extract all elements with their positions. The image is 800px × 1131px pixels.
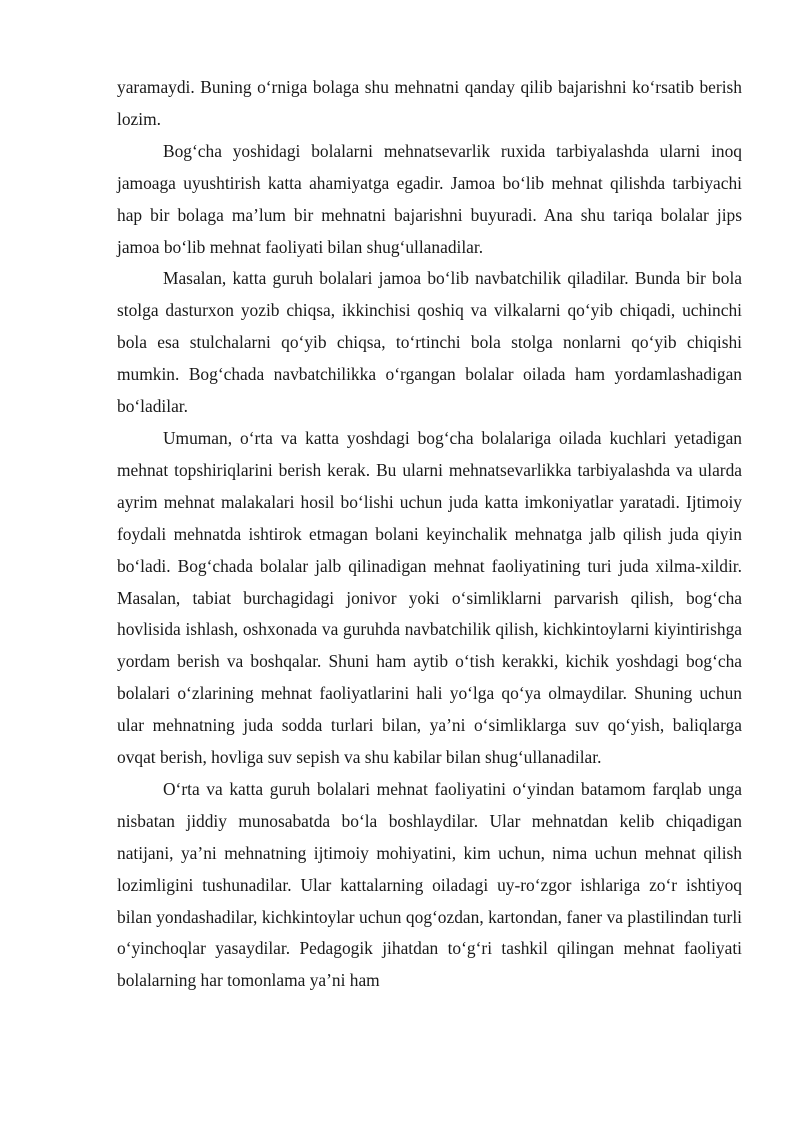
- paragraph-team-work: Bog‘cha yoshidagi bolalarni mehnatsevarlik ruxida tarbiyalashda ularni inoq jamoaga uyushtirish katta ahamiyatga egadir. Jamoa bo‘lib mehnat qilishda tarbiyachi hap bir bolaga ma’lum bir mehnatni bajarishni buyuradi. Ana shu tariqa bolalar jips jamoa bo‘lib mehnat faoliyati bilan shug‘ullanadilar.: [117, 140, 742, 257]
- paragraph-family-tasks: Umuman, o‘rta va katta yoshdagi bog‘cha bolalariga oilada kuchlari yetadigan mehnat topshiriqlarini berish kerak. Bu ularni mehnatsevarlikka tarbiyalashda va ularda ayrim mehnat malakalari hosil bo‘lishi uchun juda katta imkoniyatlar yaratadi. Ijtimoiy foydali mehnatda ishtirok etmagan bolani keyinchalik mehnatga jalb qilish juda qiyin bo‘ladi. Bog‘chada bolalar jalb qilinadigan mehnat faoliyatining turi juda xilma-xildir. Masalan, tabiat burchagidagi jonivor yoki o‘simliklarni parvarish qilish, bog‘cha hovlisida ishlash, oshxonada va guruhda navbatchilik qilish, kichkintoylarni kiyintirishga yordam berish va boshqalar. Shuni ham aytib o‘tish kerakki, kichik yoshdagi bog‘cha bolalari o‘zlarining mehnat faoliyatlarini hali yo‘lga qo‘ya olmaydilar. Shuning uchun ular mehnatning juda sodda turlari bilan, ya’ni o‘simliklarga suv qo‘yish, baliqlarga ovqat berish, hovliga suv sepish va shu kabilar bilan shug‘ullanadilar.: [117, 427, 742, 768]
- paragraph-older-groups: O‘rta va katta guruh bolalari mehnat faoliyatini o‘yindan batamom farqlab unga nisbatan jiddiy munosabatda bo‘la boshlaydilar. Ular mehnatdan kelib chiqadigan natijani, ya’ni mehnatning ijtimoiy mohiyatini, kim uchun, nima uchun mehnat qilish lozimligini tushunadilar. Ular kattalarning oiladagi uy-ro‘zgor ishlariga zo‘r ishtiyoq bilan yondashadilar, kichkintoylar uchun qog‘ozdan, kartondan, faner va plastilindan turli o‘yinchoqlar yasaydilar. Pedagogik jihatdan to‘g‘ri tashkil qilingan mehnat faoliyati bolalarning har tomonlama ya’ni ham: [117, 778, 742, 991]
- paragraph-duty-example: Masalan, katta guruh bolalari jamoa bo‘lib navbatchilik qiladilar. Bunda bir bola stolga dasturxon yozib chiqsa, ikkinchisi qoshiq va vilkalarni qo‘yib chiqadi, uchinchi bola esa stulchalarni qo‘yib chiqsa, to‘rtinchi bola stolga nonlarni qo‘yib chiqishi mumkin. Bog‘chada navbatchilikka o‘rgangan bolalar oilada ham yordamlashadigan bo‘ladilar.: [117, 268, 742, 417]
- paragraph-continuation: yaramaydi. Buning o‘rniga bolaga shu mehnatni qanday qilib bajarishni ko‘rsatib berish lozim.: [117, 77, 742, 129]
- body-text: [117, 72, 742, 997]
